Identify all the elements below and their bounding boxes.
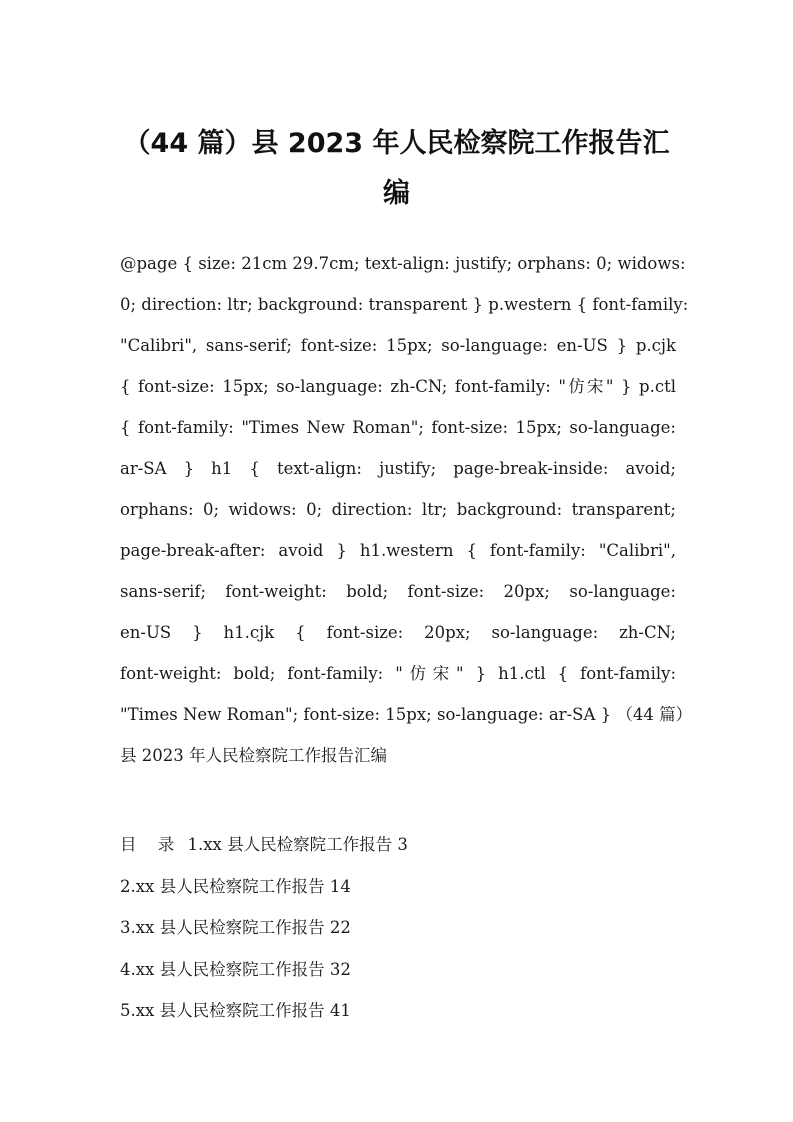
toc-item-5: 5.xx 县人民检察院工作报告 41 xyxy=(120,1001,351,1020)
css-text-line: orphans: 0; widows: 0; direction: ltr; background: transparent; xyxy=(120,500,676,519)
toc-item-4: 4.xx 县人民检察院工作报告 32 xyxy=(120,959,351,979)
css-text-line: 县 2023 年人民检察院工作报告汇编 xyxy=(120,746,387,765)
toc-heading: 目 录 xyxy=(120,835,183,854)
table-of-contents xyxy=(120,824,676,1032)
toc-item-2: 2.xx 县人民检察院工作报告 14 xyxy=(120,876,351,896)
toc-item-1: 1.xx 县人民检察院工作报告 3 xyxy=(187,835,408,854)
css-text-line: en-US } h1.cjk { font-size: 20px; so-language: zh-CN; xyxy=(120,623,676,642)
css-text-line: { font-size: 15px; so-language: zh-CN; font-family: "仿宋" } p.ctl xyxy=(120,377,676,396)
toc-entry xyxy=(120,824,676,866)
css-text-block xyxy=(120,243,693,776)
css-text-line: sans-serif; font-weight: bold; font-size: 20px; so-language: xyxy=(120,582,676,601)
css-text-line: @page { size: 21cm 29.7cm; text-align: justify; orphans: 0; widows: xyxy=(120,254,686,273)
css-text-line: font-weight: bold; font-family: "仿宋" } h1.ctl { font-family: xyxy=(120,664,676,683)
css-text-line: ar-SA } h1 { text-align: justify; page-break-inside: avoid; xyxy=(120,459,676,478)
document-title-continued: 编 xyxy=(383,178,410,209)
css-text-line: page-break-after: avoid } h1.western { font-family: "Calibri", xyxy=(120,541,676,560)
toc-item-3: 3.xx 县人民检察院工作报告 22 xyxy=(120,918,351,937)
css-text-line: "Calibri", sans-serif; font-size: 15px; so-language: en-US } p.cjk xyxy=(120,336,676,355)
css-text-line: 0; direction: ltr; background: transparent } p.western { font-family: xyxy=(120,295,689,314)
document-title: （44 篇）县 2023 年人民检察院工作报告汇 xyxy=(123,128,670,159)
css-text-line: { font-family: "Times New Roman"; font-size: 15px; so-language: xyxy=(120,418,676,437)
css-text-line: "Times New Roman"; font-size: 15px; so-language: ar-SA } （44 篇） xyxy=(120,705,693,724)
